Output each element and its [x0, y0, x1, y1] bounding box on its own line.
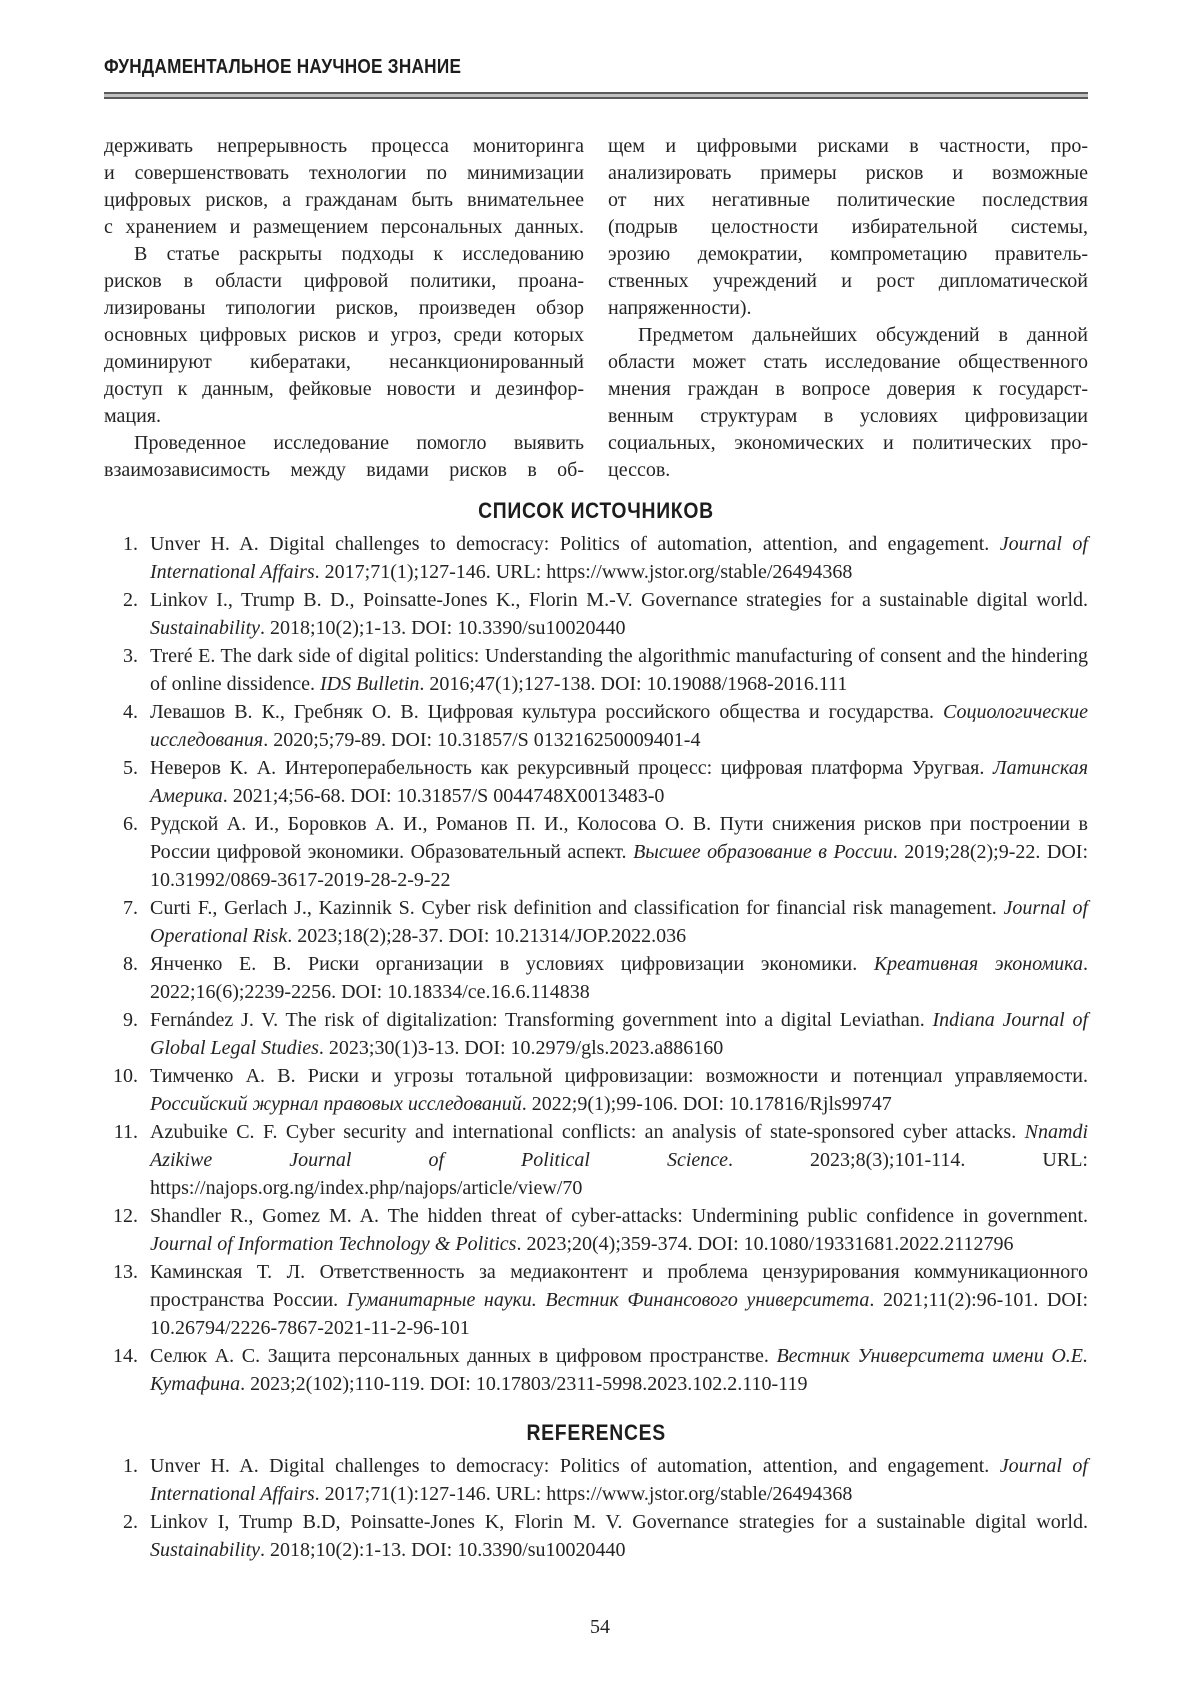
text-line: доступ к данным, фейковые новости и дезинфор- [104, 378, 584, 400]
reference-number: 14. [113, 1345, 138, 1367]
reference-number: 6. [123, 813, 138, 835]
reference-item [104, 1202, 1088, 1258]
text-line: лизированы типологии рисков, произведен обзор [104, 297, 584, 319]
reference-text: . 2018;10(2):1-13. DOI: 10.3390/su10020440 [260, 1539, 626, 1561]
reference-text: Unver H. A. Digital challenges to democracy: Politics of automation, attention, and engagement. [150, 1455, 1000, 1477]
reference-text: Неверов К. А. Интероперабельность как рекурсивный процесс: цифровая платформа Уругвая. [150, 757, 994, 779]
reference-number: 10. [113, 1065, 138, 1087]
references-heading [104, 1420, 1088, 1446]
reference-number: 2. [123, 589, 138, 611]
page-header [104, 56, 1088, 99]
abstract-right-column [608, 133, 1088, 484]
reference-item [104, 1006, 1088, 1062]
reference-text: . 2019;28(2);9-22. DOI: 10.31992/0869-3617-2019-28-2-9-22 [150, 841, 1088, 891]
reference-text: Azubuike C. F. Cyber security and international conflicts: an analysis of state-sponsored cyber attacks. [150, 1121, 1025, 1143]
journal-title: IDS Bulletin [319, 673, 420, 695]
reference-number: 8. [123, 953, 138, 975]
journal-title: Российский журнал правовых исследований [150, 1093, 522, 1115]
journal-title: Journal of Operational Risk [150, 897, 1088, 947]
text-line: доминируют кибератаки, несанкционированный [104, 351, 584, 373]
journal-title: Креативная экономика [873, 953, 1083, 975]
reference-text: Linkov I, Trump B.D, Poinsatte-Jones K, Florin M. V. Governance strategies for a sustainable digital world. [150, 1511, 1088, 1533]
reference-text: . 2022;9(1);99-106. DOI: 10.17816/Rjls99747 [521, 1093, 892, 1115]
reference-text: Каминская Т. Л. Ответственность за медиаконтент и проблема цензурирования коммуникационного пространства России. [150, 1261, 1088, 1311]
reference-number: 7. [123, 897, 138, 919]
journal-title: Journal of International Affairs [150, 533, 1088, 583]
reference-text: Unver H. A. Digital challenges to democracy: Politics of automation, attention, and engagement. [150, 533, 1000, 555]
reference-item [104, 950, 1088, 1006]
reference-text: . 2016;47(1);127-138. DOI: 10.19088/1968-2016.111 [419, 673, 848, 695]
reference-text: . 2020;5;79-89. DOI: 10.31857/S 013216250009401-4 [263, 729, 701, 751]
references-heading-text: REFERENCES [526, 1420, 666, 1445]
header-rule [104, 92, 1088, 99]
reference-item [104, 1118, 1088, 1202]
reference-text: . 2023;18(2);28-37. DOI: 10.21314/JOP.2022.036 [287, 925, 687, 947]
journal-title: Indiana Journal of Global Legal Studies [150, 1009, 1089, 1059]
running-head-text: ФУНДАМЕНТАЛЬНОЕ НАУЧНОЕ ЗНАНИЕ [104, 56, 462, 78]
text-line: с хранением и размещением персональных данных. [104, 216, 584, 238]
reference-number: 11. [113, 1121, 138, 1143]
reference-item [104, 586, 1088, 642]
text-line: социальных, экономических и политических про- [608, 432, 1088, 454]
journal-title: Nnamdi Azikiwe Journal of Political Science [150, 1121, 1088, 1171]
sources-heading-text: СПИСОК ИСТОЧНИКОВ [478, 498, 714, 523]
text-line: Проведенное исследование помогло выявить [134, 432, 584, 454]
reference-text: . 2017;71(1);127-146. URL: https://www.jstor.org/stable/26494368 [314, 561, 853, 583]
reference-text: . 2023;30(1)3-13. DOI: 10.2979/gls.2023.a886160 [318, 1037, 724, 1059]
text-line: держивать непрерывность процесса мониторинга [104, 135, 584, 157]
text-line: взаимозависимость между видами рисков в об- [104, 459, 584, 481]
reference-text: Linkov I., Trump B. D., Poinsatte-Jones K., Florin M.-V. Governance strategies for a sustainable digital world. [150, 589, 1088, 611]
journal-title: Социологические исследования [150, 701, 1088, 751]
text-line: эрозию демократии, компрометацию правитель- [608, 243, 1088, 265]
reference-item [104, 698, 1088, 754]
reference-text: Селюк А. С. Защита персональных данных в цифровом пространстве. [150, 1345, 777, 1367]
text-line: мация. [104, 405, 162, 427]
reference-number: 5. [123, 757, 138, 779]
reference-text: Левашов В. К., Гребняк О. В. Цифровая культура российского общества и государства. [150, 701, 943, 723]
reference-text: . 2021;11(2):96-101. DOI: 10.26794/2226-7867-2021-11-2-96-101 [150, 1289, 1088, 1339]
sources-heading [104, 498, 1088, 524]
text-line: цифровых рисков, а гражданам быть внимательнее [104, 189, 584, 211]
reference-text: Рудской А. И., Боровков А. И., Романов П. И., Колосова О. В. Пути снижения рисков при построении в России цифровой экономики. Образовательный аспект. [150, 813, 1088, 863]
reference-text: Curti F., Gerlach J., Kazinnik S. Cyber risk definition and classification for financial risk management. [150, 897, 1004, 919]
reference-number: 4. [123, 701, 138, 723]
reference-text: Янченко Е. В. Риски организации в условиях цифровизации экономики. [150, 953, 874, 975]
reference-number: 1. [123, 1455, 138, 1477]
reference-text: . 2018;10(2);1-13. DOI: 10.3390/su10020440 [260, 617, 626, 639]
reference-text: . 2022;16(6);2239-2256. DOI: 10.18334/ce.16.6.114838 [150, 953, 1088, 1003]
reference-text: Fernández J. V. The risk of digitalization: Transforming government into a digital Leviathan. [150, 1009, 933, 1031]
sources-list [104, 530, 1088, 1398]
reference-item [104, 894, 1088, 950]
text-line: и совершенствовать технологии по минимизации [104, 162, 584, 184]
text-line: основных цифровых рисков и угроз, среди которых [104, 324, 584, 346]
reference-item [104, 1062, 1088, 1118]
reference-item [104, 1452, 1088, 1508]
abstract-left-column [104, 133, 584, 484]
text-line: от них негативные политические последствия [608, 189, 1088, 211]
reference-item [104, 530, 1088, 586]
reference-text: . 2017;71(1):127-146. URL: https://www.jstor.org/stable/26494368 [314, 1483, 853, 1505]
text-line: цессов. [608, 459, 671, 481]
reference-item [104, 1508, 1088, 1564]
reference-number: 12. [113, 1205, 138, 1227]
text-line: щем и цифровыми рисками в частности, про- [608, 135, 1088, 157]
abstract-columns [104, 133, 1088, 484]
text-line: анализировать примеры рисков и возможные [608, 162, 1088, 184]
text-line: области может стать исследование общественного [608, 351, 1088, 373]
text-line: В статье раскрыты подходы к исследованию [134, 243, 584, 265]
text-line: напряженности). [608, 297, 752, 319]
reference-item [104, 1258, 1088, 1342]
journal-title: Латинская Америка [150, 757, 1088, 807]
reference-text: . 2023;8(3);101-114. URL: https://najops.org.ng/index.php/najops/article/view/70 [150, 1149, 1088, 1199]
journal-title: Вестник Университета имени О.Е. Кутафина [150, 1345, 1088, 1395]
reference-number: 2. [123, 1511, 138, 1533]
reference-text: . 2023;20(4);359-374. DOI: 10.1080/19331681.2022.2112796 [516, 1233, 1014, 1255]
reference-text: . 2021;4;56-68. DOI: 10.31857/S 0044748X0013483-0 [222, 785, 665, 807]
text-line: (подрыв целостности избирательной системы, [608, 216, 1088, 238]
reference-text: Тимченко А. В. Риски и угрозы тотальной цифровизации: возможности и потенциал управляемости. [150, 1065, 1088, 1087]
references-list [104, 1452, 1088, 1564]
text-line: Предметом дальнейших обсуждений в данной [638, 324, 1088, 346]
reference-item [104, 810, 1088, 894]
text-line: рисков в области цифровой политики, проана- [104, 270, 584, 292]
reference-item [104, 1342, 1088, 1398]
reference-item [104, 642, 1088, 698]
text-line: ственных учреждений и рост дипломатической [608, 270, 1088, 292]
reference-text: Shandler R., Gomez M. A. The hidden threat of cyber-attacks: Undermining public confidence in government. [150, 1205, 1088, 1227]
text-line: венным структурам в условиях цифровизации [608, 405, 1088, 427]
journal-title: Гуманитарные науки. Вестник Финансового университета [346, 1289, 870, 1311]
journal-title: Journal of Information Technology & Politics [150, 1233, 517, 1255]
text-line: мнения граждан в вопросе доверия к государст- [608, 378, 1088, 400]
reference-number: 3. [123, 645, 138, 667]
journal-title: Sustainability [150, 1539, 260, 1561]
reference-number: 9. [123, 1009, 138, 1031]
reference-number: 1. [123, 533, 138, 555]
page-number: 54 [590, 1616, 610, 1638]
reference-text: . 2023;2(102);110-119. DOI: 10.17803/2311-5998.2023.102.2.110-119 [240, 1373, 808, 1395]
journal-title: Sustainability [150, 617, 260, 639]
reference-item [104, 754, 1088, 810]
reference-number: 13. [113, 1261, 138, 1283]
journal-title: Journal of International Affairs [150, 1455, 1088, 1505]
running-head [104, 56, 1088, 79]
reference-text: Treré E. The dark side of digital politics: Understanding the algorithmic manufacturing of consent and the hindering of online dissidence. [150, 645, 1088, 695]
journal-title: Высшее образование в России [633, 841, 893, 863]
